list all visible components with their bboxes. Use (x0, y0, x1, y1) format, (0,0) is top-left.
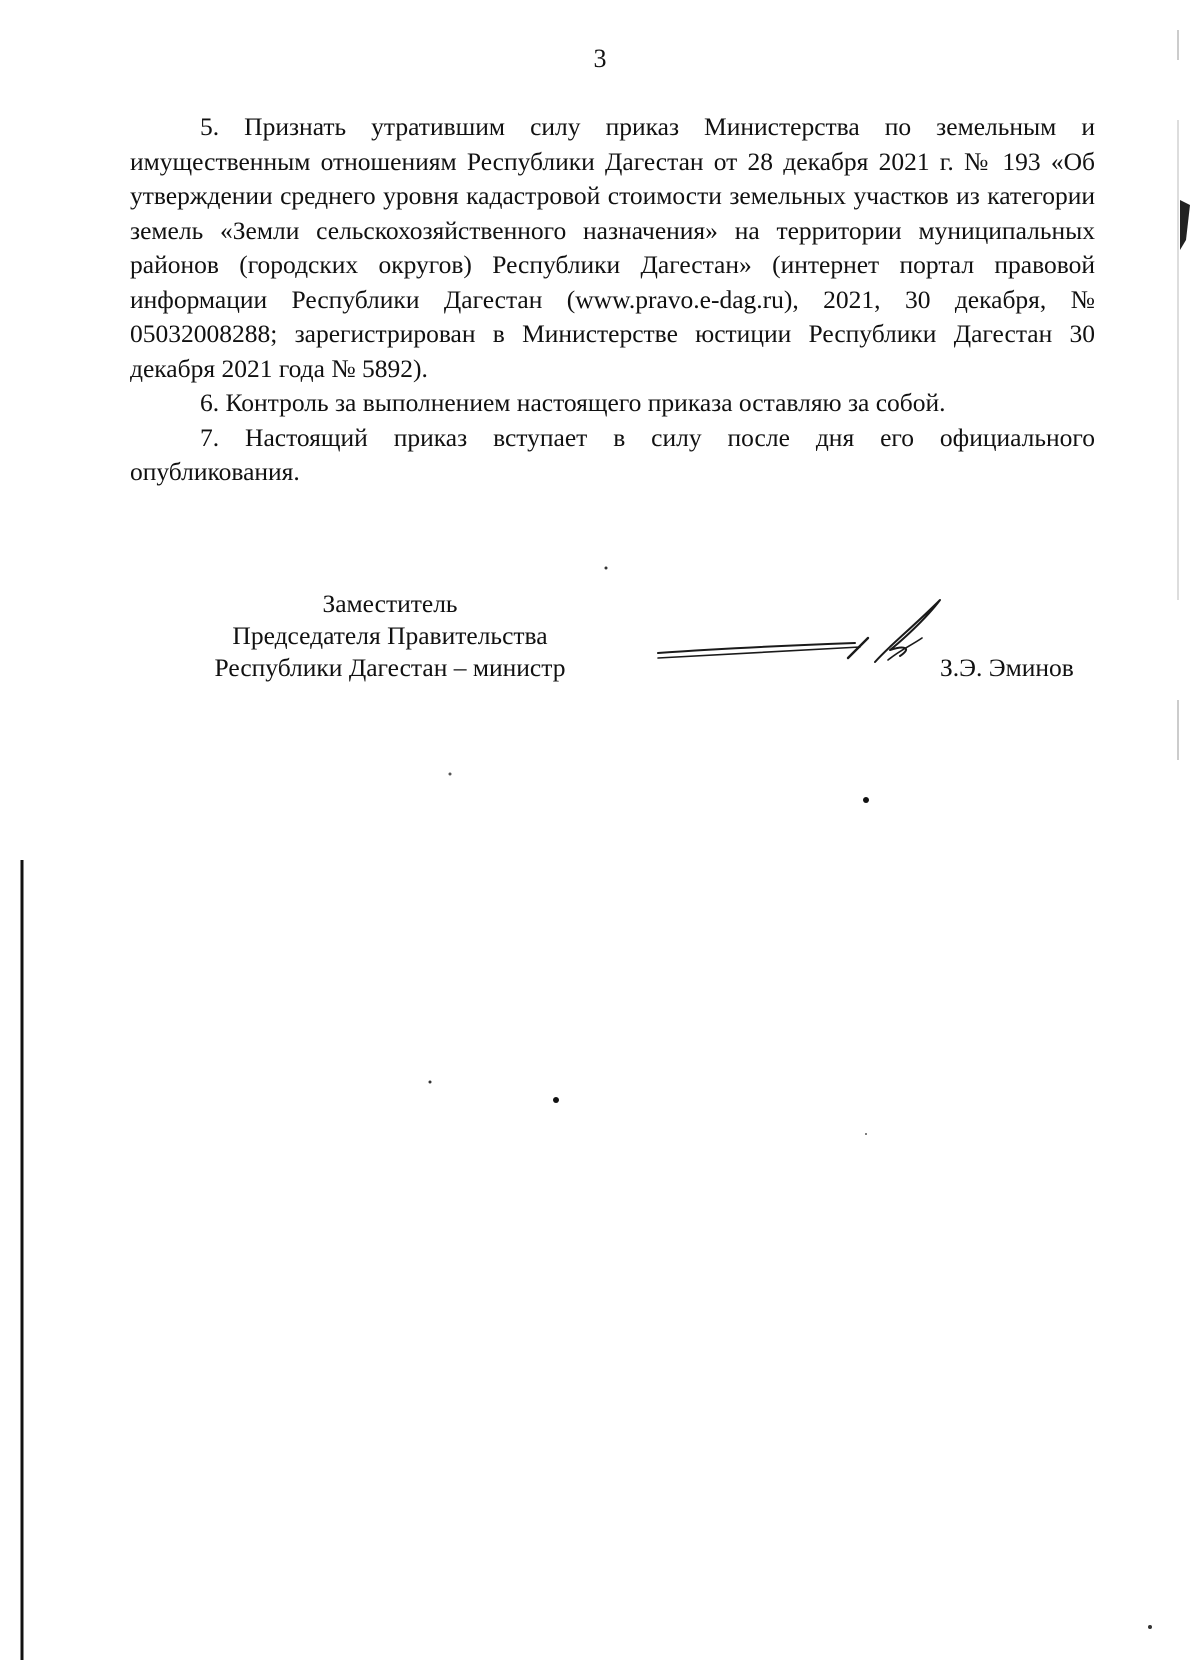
scan-speck (605, 567, 608, 570)
scan-speck (865, 1133, 867, 1135)
signatory-title (150, 588, 630, 684)
scan-smudge (1180, 200, 1190, 250)
scan-speck (553, 1097, 559, 1103)
paragraph-7: 7. Настоящий приказ вступает в силу после дня его официального опубликования. (130, 422, 1095, 486)
order-body (130, 110, 1095, 490)
signatory-title-line: Республики Дагестан – министр (214, 653, 566, 682)
signature-stroke (875, 600, 940, 662)
scan-speck (449, 773, 452, 776)
scan-speck (429, 1081, 432, 1084)
page-number: 3 (593, 44, 607, 73)
signatory-name: З.Э. Эминов (940, 653, 1074, 682)
signatory-title-line: Председателя Правительства (232, 621, 548, 650)
paragraph-6: 6. Контроль за выполнением настоящего приказа оставляю за собой. (200, 388, 946, 417)
signature-stroke (658, 647, 860, 658)
scan-speck (1148, 1625, 1152, 1629)
paragraph-5: 5. Признать утратившим силу приказ Министерства по земельным и имущественным отношениям Республики Дагестан от 28 декабря 2021 г. № 193 «Об утверждении среднего уровня кадастровой стоимости земельных участков из категории земель «Земли сельскохозяйственного назначения» на территории муниципальных районов (городских округов) Республики Дагестан» (интернет портал правовой информации Республики Дагестан (www.pravo.e-dag.ru), 2021, 30 декабря, № 05032008288; зарегистрирован в Министерстве юстиции Республики Дагестан 30 декабря 2021 года № 5892). (130, 112, 1095, 383)
scan-speck (863, 797, 869, 803)
signature-stroke (658, 643, 855, 653)
signatory-title-line: Заместитель (322, 589, 458, 618)
